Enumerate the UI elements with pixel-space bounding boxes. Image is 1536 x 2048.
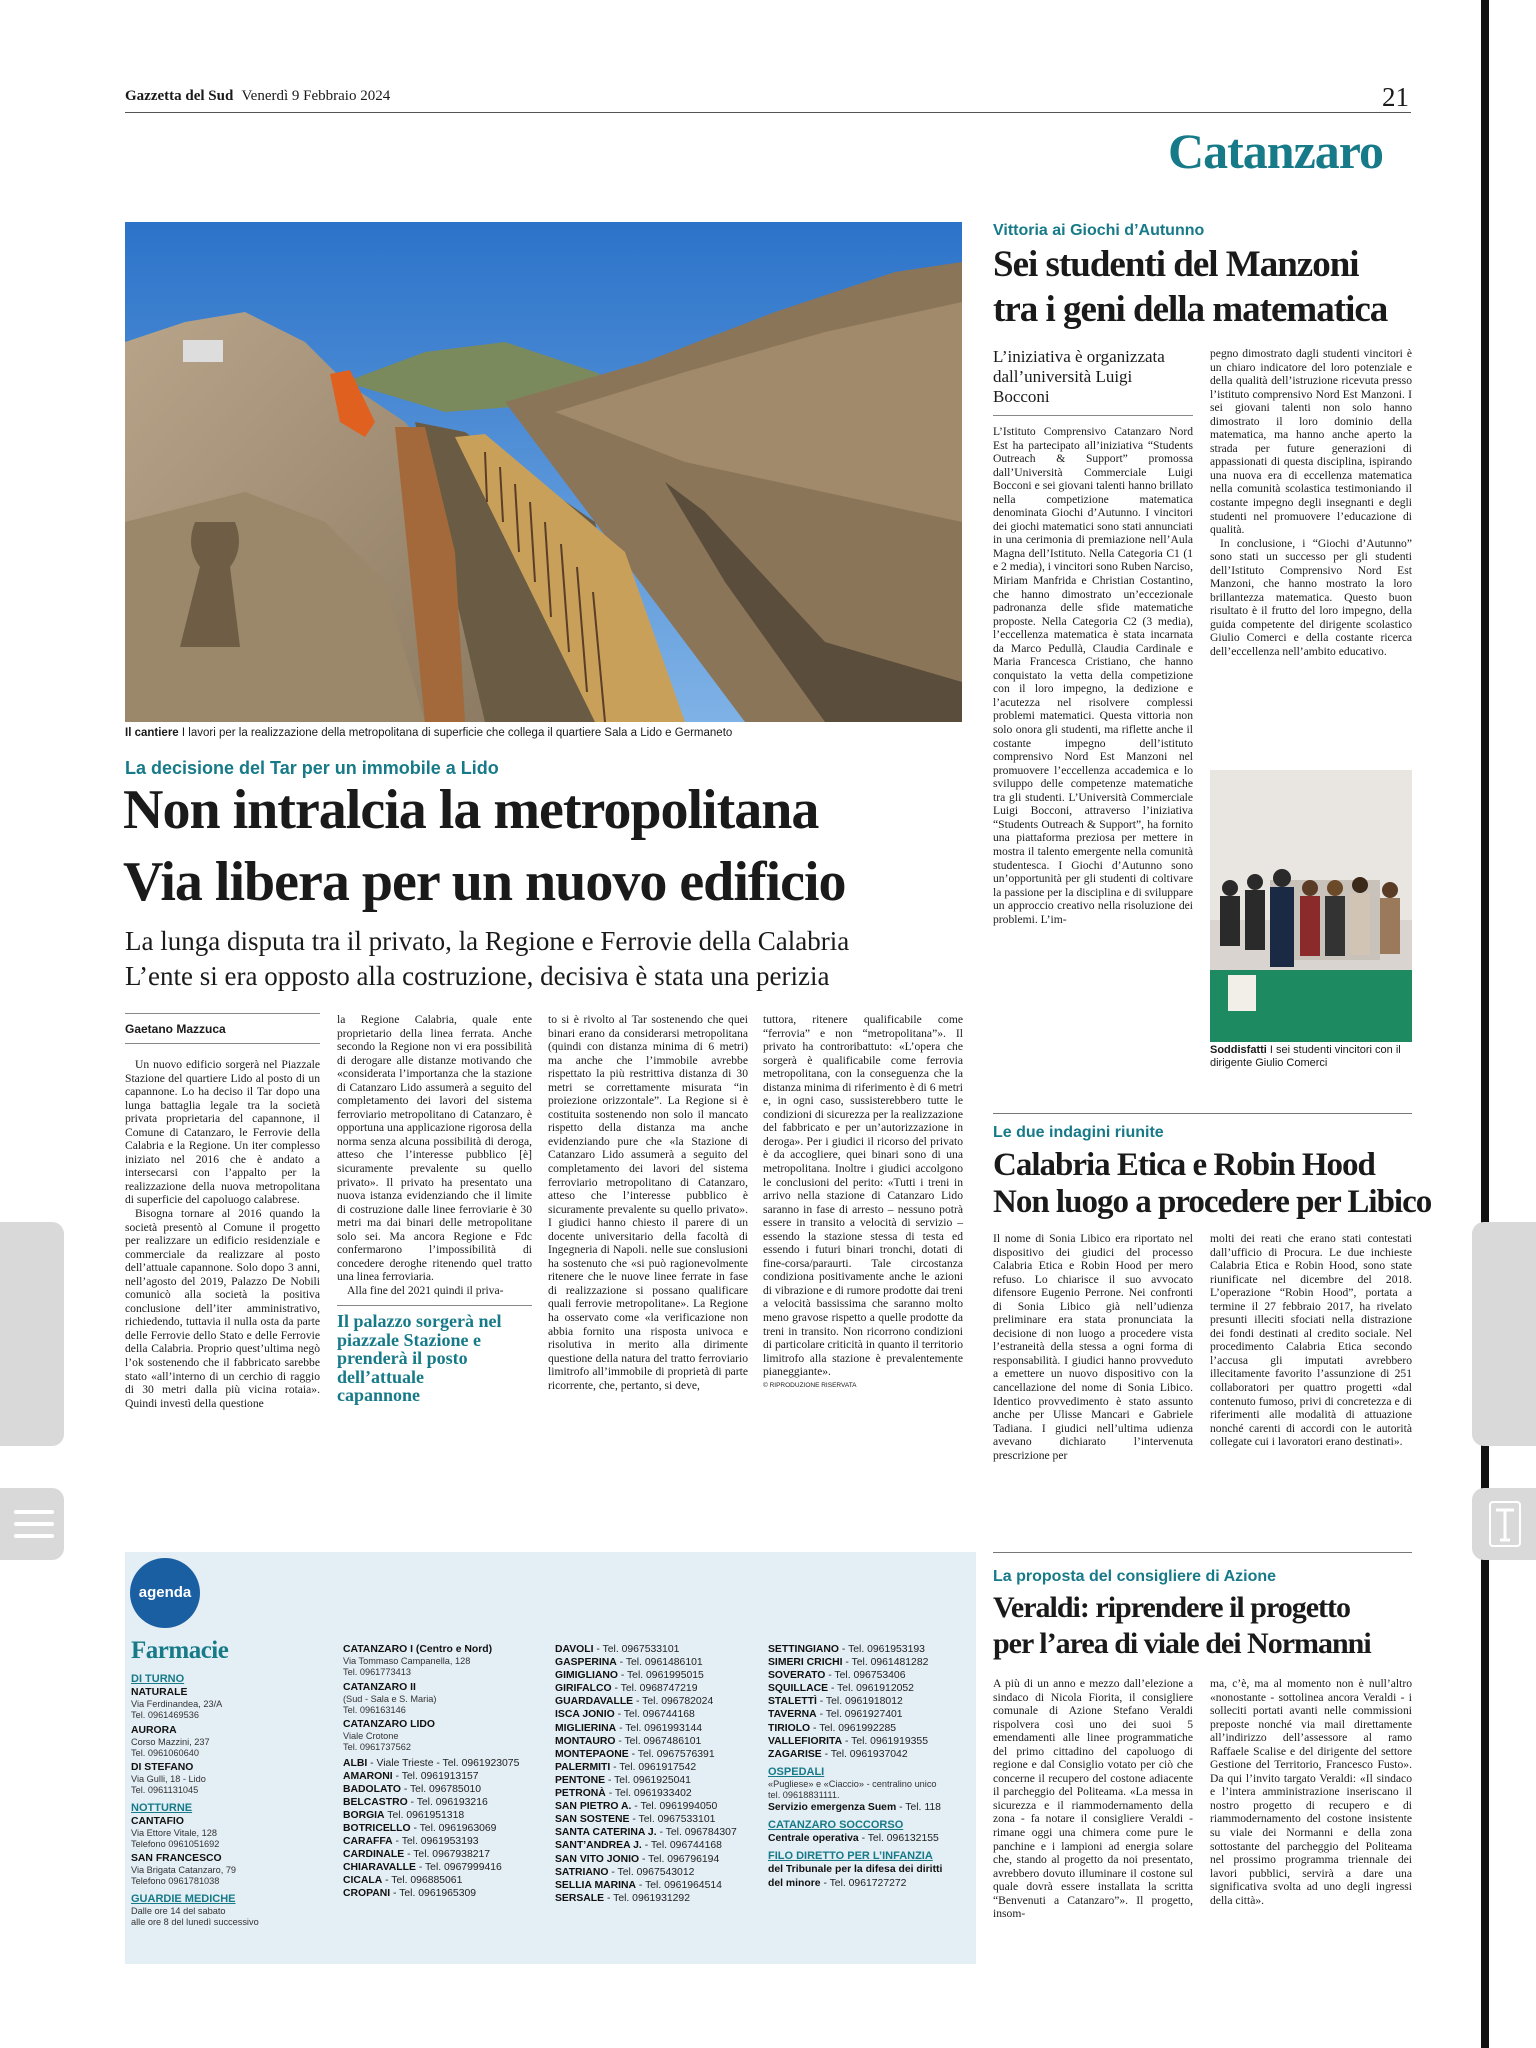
pharmacy-item: NATURALE Via Ferdinandea, 23/A Tel. 0961469536 [131, 1687, 223, 1721]
art2-col-1 [993, 425, 1193, 926]
author-rule2 [125, 1043, 320, 1044]
section-ospedali: OSPEDALI [768, 1765, 825, 1778]
section-notturne: NOTTURNE [131, 1801, 193, 1814]
art4-title-line2: per l’area di viale dei Normanni [993, 1627, 1371, 1660]
art2-col-2 [1210, 347, 1412, 659]
art4-paragraph: ma, c’è, ma al momento non è null’altro «nonostante - sottolinea ancora Veraldi - i solleciti portati avanti nelle commissioni preposte nonché via mail direttamente all’indirizzo dell’assessore al ramo Raffaele Scalise e del dirigente del settore Gestione del Territorio, Francesco Fusto». Da qui l’invito targato Veraldi: «Il sindaco e l’intera amministrazione inseriscano il nostro progetto di recupero e di riammodernamento del costone insistente su viale dei Normanni e della zona sottostante del parcheggio del Politeama nel prossimo programma triennale dei lavori pubblici, servirà a dare una significativa svolta ad uno degli ingressi della città». [1210, 1677, 1412, 1907]
main-col-3 [548, 1013, 748, 1392]
main-paragraph: la Regione Calabria, quale ente proprietario della linea ferrata. Anche secondo la Regione non vi era possibilità di derogare alle distanze motivando che «considerata l’importanza che la stazione di Catanzaro Lido assumerà a seguito del completamento dei lavori del sistema ferroviario metropolitano di Catanzaro, è opportuna una applicazione rigorosa della norma senza alcuna possibilità di deroga, atteso che l’interesse pubblico [è] sicuramente prevalente su quello privato». Il privato ha presentato una nuova istanza evidenziando che il limite di costruzione dalle linee ferroviarie è 30 metri ma dai binari delle metropolitane solo sei. Ma ancora Regione e Fdc confermarono l’impossibilità di concedere deroghe ritenendo quel tratto una linea ferroviaria. [337, 1013, 532, 1284]
town-pharmacy-item: BOTRICELLO - Tel. 0961963069 [343, 1822, 497, 1834]
main-photo [125, 222, 962, 722]
main-subtitle-line1: La lunga disputa tra il privato, la Regione e Ferrovie della Calabria [125, 926, 850, 956]
page-number: 21 [1382, 82, 1409, 112]
author: Gaetano Mazzuca [125, 1022, 226, 1036]
art2-kicker: Vittoria ai Giochi d’Autunno [993, 222, 1205, 239]
main-photo-caption [125, 727, 732, 739]
town-pharmacy-item: SERSALE - Tel. 0961931292 [555, 1892, 690, 1904]
main-paragraph: Bisogna tornare al 2016 quando la società presentò al Comune il progetto per realizzare un edificio residenziale e commerciale da realizzare al posto dell’attuale capannone. Solo dopo 3 anni, nell’agosto del 2019, Palazzo De Nobili comunicò alla società la positiva conclusione dell’iter amministrativo, richiedendo, tuttavia il nulla osta da parte delle Ferrovie dello Stato e delle Ferrovie della Calabria. Proprio quest’ultima negò l’ok sostenendo che il fabbricato sarebbe stato «all’interno di un cerchio di raggio di 30 metri dalla più vicina rotaia». Quindi investì della questione [125, 1207, 320, 1410]
art2-photo-caption [1210, 1044, 1412, 1070]
town-pharmacy-item: SATRIANO - Tel. 0967543012 [555, 1866, 695, 1878]
caption-bold: Il cantiere [125, 727, 179, 739]
pharmacy-item: AURORA Corso Mazzini, 237 Tel. 0961060640 [131, 1724, 210, 1758]
town-pharmacy-item: STALETTÌ - Tel. 0961918012 [768, 1696, 903, 1708]
town-pharmacy-item: PALERMITI - Tel. 0961917542 [555, 1761, 697, 1773]
town-pharmacy-item: SAN SOSTENE - Tel. 0967533101 [555, 1814, 716, 1826]
pharmacy-item: CANTAFIO Via Ettore Vitale, 128 Telefono 0961051692 [131, 1815, 220, 1849]
town-pharmacy-item: SETTINGIANO - Tel. 0961953193 [768, 1644, 925, 1655]
header-rule [125, 112, 1411, 113]
copyright: © RIPRODUZIONE RISERVATA [763, 1381, 857, 1389]
art2-caption-bold: Soddisfatti [1210, 1044, 1267, 1056]
agenda-col-4 [768, 1643, 973, 1890]
art2-paragraph: pegno dimostrato dagli studenti vincitori è un chiaro indicatore del loro potenziale e della qualità dell’istruzione ricevuta presso l’istituto comprensivo Nord Est Manzoni. I sei giovani talenti non solo hanno dimostrato il loro dominio della matematica, ma hanno anche aperto la strada per future generazioni di appassionati di questa disciplina, ispirando una nuova era di eccellenza matematica nella comunità scolastica testimoniando il costante impegno degli insegnanti e degli studenti nel promuovere l’educazione di qualità. [1210, 347, 1412, 537]
town-pharmacy-item: BADOLATO - Tel. 096785010 [343, 1783, 482, 1795]
art3-kicker: Le due indagini riunite [993, 1124, 1164, 1141]
town-pharmacy-item: CICALA - Tel. 096885061 [343, 1875, 463, 1887]
art2-paragraph: L’Istituto Comprensivo Catanzaro Nord Est ha partecipato all’iniziativa “Students Outreach & Support” promossa dall’Università Commerciale Luigi Bocconi e sei giovani talenti hanno brillato nella competizione matematica denominata Giochi d’Autunno. I vincitori dei giochi matematici sono stati annunciati in una cerimonia di premiazione nell’Aula Magna dell’Istituto. Nella Categoria C1 (1 e 2 media), i vincitori sono Ruben Narciso, Miriam Manfrida e Christian Costantino, che hanno dimostrato un’eccezionale padronanza delle sfide matematiche proposte. Nella Categoria C2 (3 media), l’eccellenza matematica è stata incarnata da Marco Pedullà, Claudia Cardinale e Maria Francesca Cristiano, che hanno conquistato la vetta della competizione con il loro impegno, la dedizione e l’acutezza nel risolvere complessi problemi matematici. Questa vittoria non solo onora gli studenti, ma riflette anche il costante impegno dell’istituto comprensivo Nord Est Manzoni nel promuovere l’eccellenza accademica e lo sviluppo delle competenze matematiche tra gli studenti. L’Università Commerciale Luigi Bocconi, attraverso l’iniziativa “Students Outreach & Support”, ha fornito una piattaforma preziosa per mettere in mostra il talento emergente nella comunità studentesca. I Giochi d’Autunno sono un’opportunità per gli studenti di coltivare la passione per la disciplina e di sviluppare un approccio creativo nella risoluzione dei problemi. L’im- [993, 425, 1193, 926]
main-kicker: La decisione del Tar per un immobile a Lido [125, 758, 499, 778]
menu-button[interactable] [0, 1488, 64, 1560]
ospedali-text: tel. 09618831111. [768, 1790, 840, 1801]
town-pharmacy-item: DAVOLI - Tel. 0967533101 [555, 1644, 680, 1655]
art3-paragraph: Il nome di Sonia Libico era riportato nel dispositivo dei giudici del processo Calabria Etica e Robin Hood per mero refuso. Lo chiarisce il suo avvocato difensore Eugenio Perrone. Nei confronti di Sonia Libico già nell’udienza preliminare era stata pronunciata la decisione di non luogo a procedere vista l’estraneità della stessa a ogni forma di responsabilità. I giudici hanno provveduto a emettere un nuovo dispositivo con la cancellazione del nome di Sonia Libico. Identico provvedimento è stato assunto anche per Ulisse Mancari e Gabriele Tadiana. I giudici nell’ultima udienza avevano dichiarato l’intervenuta prescrizione per [993, 1232, 1193, 1462]
art2-caption-text: I sei studenti vincitori con il dirigente Giulio Comerci [1210, 1044, 1401, 1069]
guardia-list [343, 1757, 543, 1901]
prev-page-tab[interactable] [0, 1222, 64, 1446]
guardia-item: CATANZARO I (Centro e Nord) Via Tommaso Campanella, 128 Tel. 0961773413 [343, 1644, 493, 1678]
section-di-turno: DI TURNO [131, 1673, 185, 1685]
main-paragraph: tuttora, ritenere qualificabile come “ferrovia” e non “metropolitana”». Il privato ha controribattuto: «L’opera che sorgerà è qualificabile come ferrovia metropolitana, con la conseguenza che la distanza minima di riferimento è di 6 metri e, in ogni caso, sussisterebbero tutte le condizioni di sicurezza per la realizzazione del fabbricato e per un’autorizzazione in deroga». Per i giudici il ricorso del privato è da accogliere, quei binari sono di una metropolitana. Inoltre i giudici accolgono le conclusioni del perito: «Tutti i treni in arrivo nella stazione di Catanzaro Lido saranno in fase di arresto – nessuno potrà essere in transito a velocità di servizio – essendo la stazione stessa di testa ed essendo i futuri binari tronchi, dotati di fine-corsa/paraurti. Tale circostanza condiziona positivamente anche le azioni di vibrazione e di rumore prodotte dai treni a velocità bassissima che saranno molto meno gravose rispetto a quelle prodotte da treni in transito. Non ricorrono condizioni di particolare criticità in quanto il territorio limitrofo alla stazione è prevalentemente pianeggiante». [763, 1013, 963, 1379]
art4-col-2 [1210, 1677, 1412, 1907]
guardia-item: CATANZARO LIDO Viale Crotone Tel. 0961737562 [343, 1719, 435, 1753]
art2-paragraph: In conclusione, i “Giochi d’Autunno” sono stati un successo per gli studenti dell’Istituto Comprensivo Nord Est Manzoni, che hanno mostrato la loro brillantezza matematica. Questo buon risultato è il frutto del loro impegno, della guida competente del dirigente scolastico Giulio Comerci e della costante ricerca dell’eccellenza nell’ambito educativo. [1210, 536, 1412, 659]
guardie-text: Dalle ore 14 del sabato [131, 1905, 226, 1916]
town-pharmacy-item: SANTA CATERINA J. - Tel. 096784307 [555, 1827, 737, 1839]
town-pharmacy-item: BELCASTRO - Tel. 096193216 [343, 1796, 488, 1808]
town-pharmacy-item: SIMERI CRICHI - Tel. 0961481282 [768, 1657, 929, 1669]
author-rule [125, 1013, 320, 1014]
page-edge [1481, 0, 1489, 2048]
town-pharmacy-item: GASPERINA - Tel. 0961486101 [555, 1657, 703, 1669]
town-pharmacy-item: TIRIOLO - Tel. 0961992285 [768, 1722, 897, 1734]
agenda-badge: agenda [130, 1558, 200, 1628]
town-pharmacy-item: SANT’ANDREA J. - Tel. 096744168 [555, 1840, 722, 1852]
town-pharmacy-item: VALLEFIORITA - Tel. 0961919355 [768, 1735, 928, 1747]
town-pharmacy-item: SAN PIETRO A. - Tel. 0961994050 [555, 1801, 718, 1813]
issue-date: Venerdì 9 Febbraio 2024 [241, 88, 391, 104]
pharmacy-item: DI STEFANO Via Gulli, 18 - Lido Tel. 0961131045 [131, 1762, 206, 1796]
town-pharmacy-item: GIMIGLIANO - Tel. 0961995015 [555, 1670, 704, 1682]
text-icon [1472, 1488, 1536, 1560]
art4-col-1 [993, 1677, 1193, 1921]
town-pharmacy-item: AMARONI - Tel. 0961913157 [343, 1770, 479, 1782]
pullquote-rule [337, 1305, 532, 1306]
main-paragraph: Alla fine del 2021 quindi il priva- [347, 1283, 504, 1297]
town-pharmacy-item: ISCA JONIO - Tel. 096744168 [555, 1709, 695, 1721]
art2-photo [1210, 770, 1412, 1042]
art2-sub-rule [993, 415, 1193, 416]
town-pharmacy-item: TAVERNA - Tel. 0961927401 [768, 1709, 903, 1721]
main-title-line1: Non intralcia la metropolitana [123, 779, 819, 841]
next-page-tab[interactable] [1472, 1222, 1536, 1446]
art3-title-line1: Calabria Etica e Robin Hood [993, 1147, 1375, 1183]
art2-title-line2: tra i geni della matematica [993, 289, 1388, 330]
town-pharmacy-item: ZAGARISE - Tel. 0961937042 [768, 1748, 908, 1760]
town-pharmacy-item: SAN VITO JONIO - Tel. 096796194 [555, 1853, 720, 1865]
town-pharmacy-item: CHIARAVALLE - Tel. 0967999416 [343, 1862, 502, 1874]
agenda-title: Farmacie [131, 1637, 229, 1664]
main-title-line2: Via libera per un nuovo edificio [123, 851, 846, 913]
agenda-col-1 [131, 1672, 321, 1928]
menu-icon [0, 1488, 64, 1560]
town-pharmacy-item: GIRIFALCO - Tel. 0968747219 [555, 1683, 698, 1695]
main-col-4 [763, 1013, 963, 1389]
divider [993, 1552, 1412, 1553]
section-infanzia: FILO DIRETTO PER L’INFANZIA [768, 1850, 933, 1863]
agenda-col-3 [555, 1643, 755, 1905]
soccorso-item: Centrale operativa - Tel. 096132155 [768, 1833, 939, 1845]
town-pharmacy-item: MONTEPAONE - Tel. 0967576391 [555, 1748, 715, 1760]
masthead [125, 87, 390, 105]
main-col-2 [337, 1013, 532, 1405]
guardie-text: alle ore 8 del lunedì successivo [131, 1916, 259, 1927]
agenda-col-2 [343, 1643, 543, 1901]
town-pharmacy-item: CARDINALE - Tel. 0967938217 [343, 1849, 491, 1861]
town-pharmacy-item: PENTONE - Tel. 0961925041 [555, 1774, 691, 1786]
guardia-item: CATANZARO II (Sud - Sala e S. Maria) Tel. 096163146 [343, 1681, 437, 1715]
emergenza: Servizio emergenza Suem - Tel. 118 [768, 1802, 941, 1814]
art2-subtitle: L’iniziativa è organizzata dall’università Luigi Bocconi [993, 347, 1165, 406]
town-pharmacy-item: MIGLIERINA - Tel. 0961993144 [555, 1722, 703, 1734]
main-paragraph: to si è rivolto al Tar sostenendo che quei binari erano da considerarsi metropolitana (quindi con distanza minima di 6 metri) ma anche che l’immobile avrebbe rispettato la più restrittiva distanza di 30 metri se correttamente misurata “in proiezione orizzontale”. La Regione si è costituita sostenendo non solo il mancato rispetto della distanza ma anche evidenziando pure che «la Stazione di Catanzaro Lido assumerà a seguito del completamento dei lavori del sistema ferroviario metropolitano di Catanzaro, atteso che l’interesse pubblico è sicuramente prevalente su quello privato». I giudici hanno chiesto il parere di un docente universitario della facoltà di Ingegneria di Napoli. nelle sue conslusioni ha sostenuto che «si può ragionevolmente ritenere che le nuove linee ferrate in fase di realizzazione si possano qualificare quali ferrovie metropolitane». La Regione ha osservato come «la verificazione non abbia fornito una risposta univoca e risolutiva in merito alla dirimente questione della natura del tratto ferroviario limitrofo all’immobile di proprietà di parte ricorrente, che, pertanto, si deve, [548, 1013, 748, 1392]
art2-title-line1: Sei studenti del Manzoni [993, 244, 1359, 285]
town-pharmacy-item: SELLIA MARINA - Tel. 0961964514 [555, 1879, 722, 1891]
town-pharmacy-item: CROPANI - Tel. 0961965309 [343, 1888, 477, 1900]
art4-paragraph: A più di un anno e mezzo dall’elezione a sindaco di Nicola Fiorita, il consigliere comunale di Azione Stefano Veraldi rispolvera così uno dei suoi 5 emendamenti alle linee programmatiche del primo cittadino del capoluogo di regione e dal Consiglio votato per ciò che concerne il recupero del costone adiacente il parcheggio del Politeama. «La messa in sicurezza e il riammodernamento della zona - fa notare il consigliere Veraldi - rimane oggi una chimera come pure le panchine e i lampioni ad energia solare che, stando al progetto da noi presentato, avrebbero dovuto illuminare il costone sul quale dovrà essere installata la scritta “Benvenuti a Catanzaro”». Il progetto, insom- [993, 1677, 1193, 1921]
town-pharmacy-item: BORGIA Tel. 0961951318 [343, 1809, 465, 1821]
main-paragraph: Un nuovo edificio sorgerà nel Piazzale Stazione del quartiere Lido al posto di un capannone. Lo ha deciso il Tar dopo una lunga battaglia legale tra la società privata proprietaria del capannone, il Comune di Catanzaro, le Ferrovie della Calabria e la Regione. Un iter complesso iniziato nel 2016 che è andato a intersecarsi con l’appalto per la realizzazione della nuova metropolitana di superficie del capoluogo calabrese. [125, 1058, 320, 1207]
section-title: Catanzaro [1168, 123, 1384, 179]
main-col-1 [125, 1058, 320, 1410]
section-guardie: GUARDIE MEDICHE [131, 1892, 236, 1905]
art3-col-2 [1210, 1232, 1412, 1449]
guardia-list [768, 1643, 973, 1761]
town-pharmacy-item: SQUILLACE - Tel. 0961912052 [768, 1683, 914, 1695]
section-soccorso: CATANZARO SOCCORSO [768, 1819, 904, 1832]
town-pharmacy-item: ALBI - Viale Trieste - Tel. 0961923075 [343, 1757, 520, 1769]
art3-paragraph: molti dei reati che erano stati contestati dall’ufficio di Procura. Le due inchieste Calabria Etica e Robin Hood, sono state riunificate nel dicembre del 2018. L’operazione “Robin Hood”, portata a termine il 27 febbraio 2017, ha rivelato presunti illeciti sfociati nella distrazione dei fondi destinati al credito sociale. Nel procedimento Calabria Etica secondo l’accusa gli imputati avrebbero illecitamente favorito l’assunzione di 251 collaboratori per quattro progetti «dal contenuto fumoso, privi di concretezza e di riferimenti alle modalità di attuazione nonché carenti di accordi con le autorità collegate cui i lavoratori erano destinati». [1210, 1232, 1412, 1449]
art3-title-line2: Non luogo a procedere per Libico [993, 1184, 1432, 1220]
art4-kicker: La proposta del consigliere di Azione [993, 1568, 1277, 1585]
town-pharmacy-item: CARAFFA - Tel. 0961953193 [343, 1836, 479, 1848]
divider [993, 1113, 1412, 1114]
town-pharmacy-item: GUARDAVALLE - Tel. 096782024 [555, 1696, 714, 1708]
art4-title-line1: Veraldi: riprendere il progetto [993, 1591, 1351, 1624]
art3-col-1 [993, 1232, 1193, 1462]
paper-name: Gazzetta del Sud [125, 88, 234, 104]
pullquote: Il palazzo sorgerà nel piazzale Stazione e prenderà il posto dell’attuale capannone [337, 1311, 502, 1406]
town-pharmacy-item: SOVERATO - Tel. 096753406 [768, 1670, 906, 1682]
town-pharmacy-item: MONTAURO - Tel. 0967486101 [555, 1735, 702, 1747]
ospedali-text: «Pugliese» e «Ciaccio» - centralino unico [768, 1778, 937, 1789]
text-mode-button[interactable] [1472, 1488, 1536, 1560]
main-subtitle-line2: L’ente si era opposto alla costruzione, decisiva è stata una perizia [125, 961, 830, 991]
infanzia-item: del Tribunale per la difesa dei diritti [768, 1864, 943, 1876]
town-pharmacy-item: PETRONÀ - Tel. 0961933402 [555, 1788, 692, 1800]
pharmacy-item: SAN FRANCESCO Via Brigata Catanzaro, 79 Telefono 0961781038 [131, 1853, 237, 1887]
caption-text: I lavori per la realizzazione della metropolitana di superficie che collega il quartiere Sala a Lido e Germaneto [181, 727, 733, 739]
infanzia-item: del minore - Tel. 0961727272 [768, 1877, 907, 1889]
